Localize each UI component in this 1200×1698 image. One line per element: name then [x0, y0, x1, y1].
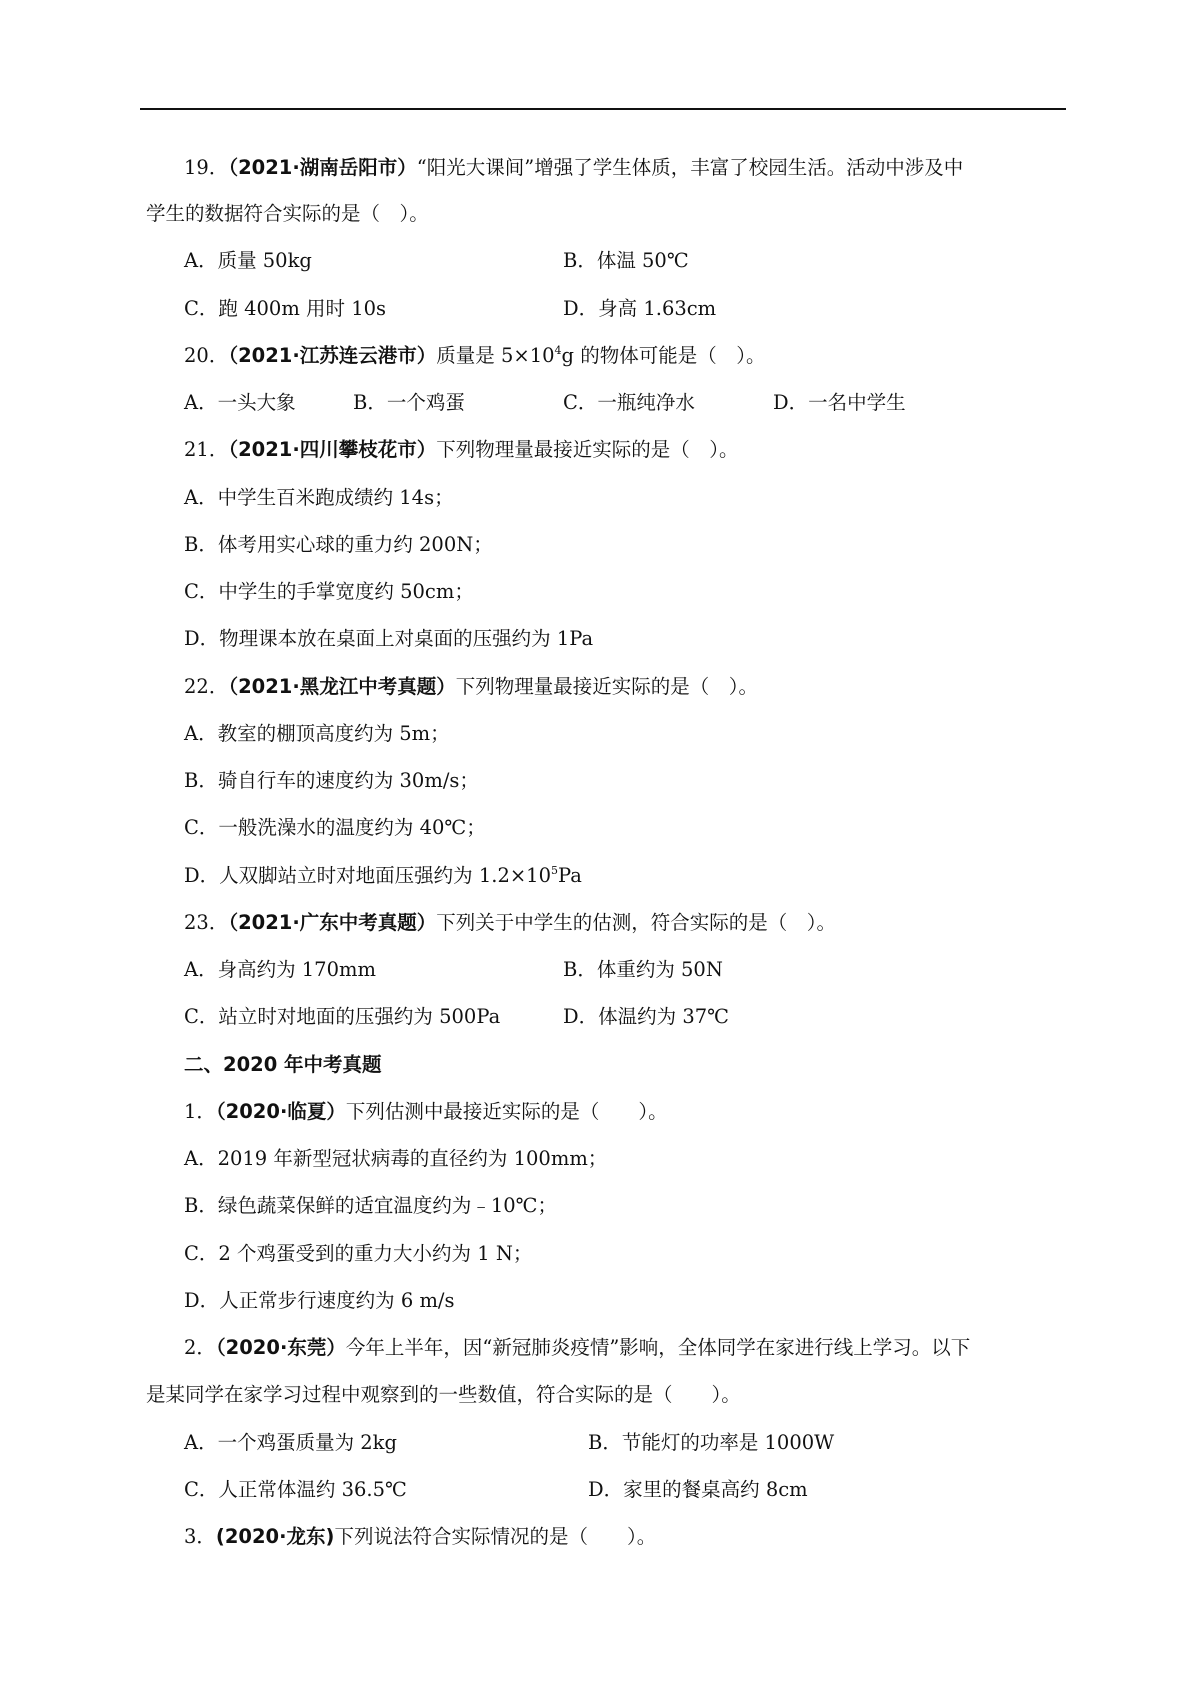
question-number: 19． — [184, 156, 229, 179]
option-c: C．人正常体温约 36.5℃ — [184, 1478, 407, 1501]
option-d — [184, 863, 582, 889]
question-text: 下列关于中学生的估测，符合实际的是（ ）。 — [436, 911, 837, 934]
question-1-line-1 — [184, 1099, 668, 1125]
question-19-line-1 — [184, 155, 963, 181]
question-number: 1． — [184, 1100, 216, 1123]
option-a: A．一头大象 — [184, 391, 296, 414]
question-text: 下列物理量最接近实际的是（ ）。 — [455, 675, 759, 698]
option-c: C．2 个鸡蛋受到的重力大小约为 1 N； — [184, 1242, 533, 1265]
option-b: B．体考用实心球的重力约 200N； — [184, 533, 493, 556]
question-number: 23． — [184, 911, 229, 934]
question-text: 今年上半年，因“新冠肺炎疫情”影响，全体同学在家进行线上学习。以下 — [345, 1336, 971, 1359]
question-19-line-2: 学生的数据符合实际的是（ ）。 — [146, 202, 429, 225]
option-b: B．体重约为 50N — [563, 958, 723, 981]
header-rule — [140, 108, 1066, 110]
question-20-line-1 — [184, 343, 765, 369]
question-number: 22． — [184, 675, 229, 698]
question-number: 21． — [184, 438, 229, 461]
option-b: B．一个鸡蛋 — [353, 391, 465, 414]
option-d: D．人正常步行速度约为 6 m/s — [184, 1289, 455, 1312]
question-source: （2021·广东中考真题） — [228, 911, 437, 934]
question-source: （2021·黑龙江中考真题） — [228, 675, 456, 698]
option-text: D．人双脚站立时对地面压强约为 1.2×10 — [184, 864, 551, 887]
option-c: C．中学生的手掌宽度约 50cm； — [184, 580, 474, 603]
question-text: 下列物理量最接近实际的是（ ）。 — [436, 438, 739, 461]
question-source: （2020·临夏） — [215, 1100, 346, 1123]
option-d: D．物理课本放在桌面上对桌面的压强约为 1Pa — [184, 627, 594, 650]
question-source: （2021·四川攀枝花市） — [228, 438, 437, 461]
option-c: C．一瓶纯净水 — [563, 391, 695, 414]
question-text: “阳光大课间”增强了学生体质，丰富了校园生活。活动中涉及中 — [416, 156, 964, 179]
option-b: B．绿色蔬菜保鲜的适宜温度约为﹣10℃； — [184, 1194, 557, 1217]
question-22-line-1 — [184, 674, 758, 700]
option-a: A．教室的棚顶高度约为 5m； — [184, 722, 450, 745]
option-a: A．质量 50kg — [184, 249, 312, 272]
question-source: （2020·东莞） — [215, 1336, 346, 1359]
option-c: C．一般洗澡水的温度约为 40℃； — [184, 816, 486, 839]
question-source: （2021·湖南岳阳市） — [228, 156, 417, 179]
question-23-line-1 — [184, 910, 836, 936]
option-b: B．骑自行车的速度约为 30m/s； — [184, 769, 479, 792]
option-d: D．家里的餐桌高约 8cm — [588, 1478, 808, 1501]
section-heading: 二、2020 年中考真题 — [184, 1053, 382, 1076]
question-21-line-1 — [184, 437, 739, 463]
option-a: A．中学生百米跑成绩约 14s； — [184, 486, 454, 509]
question-number: 20． — [184, 344, 229, 367]
option-b: B．体温 50℃ — [563, 249, 689, 272]
option-a: A．2019 年新型冠状病毒的直径约为 100mm； — [184, 1147, 608, 1170]
question-2-line-2: 是某同学在家学习过程中观察到的一些数值，符合实际的是（ ）。 — [146, 1383, 741, 1406]
exponent: 5 — [551, 864, 558, 877]
option-c: C．跑 400m 用时 10s — [184, 297, 387, 320]
question-2-line-1 — [184, 1335, 970, 1361]
option-d: D．一名中学生 — [773, 391, 906, 414]
question-source: （2021·江苏连云港市） — [228, 344, 437, 367]
option-c: C．站立时对地面的压强约为 500Pa — [184, 1005, 501, 1028]
question-source: (2020·龙东) — [215, 1525, 335, 1548]
question-text: 下列估测中最接近实际的是（ ）。 — [345, 1100, 668, 1123]
option-b: B．节能灯的功率是 1000W — [588, 1431, 835, 1454]
question-text: 下列说法符合实际情况的是（ ）。 — [334, 1525, 657, 1548]
option-text: Pa — [558, 864, 582, 887]
exponent: 4 — [554, 344, 562, 357]
question-text: 质量是 5×10 — [436, 344, 555, 367]
option-a: A．一个鸡蛋质量为 2kg — [184, 1431, 397, 1454]
option-d: D．身高 1.63cm — [563, 297, 717, 320]
question-number: 3． — [184, 1525, 216, 1548]
question-3-line-1 — [184, 1524, 656, 1550]
question-text: g 的物体可能是（ ）。 — [561, 344, 766, 367]
question-number: 2． — [184, 1336, 216, 1359]
option-a: A．身高约为 170mm — [184, 958, 376, 981]
option-d: D．体温约为 37℃ — [563, 1005, 729, 1028]
